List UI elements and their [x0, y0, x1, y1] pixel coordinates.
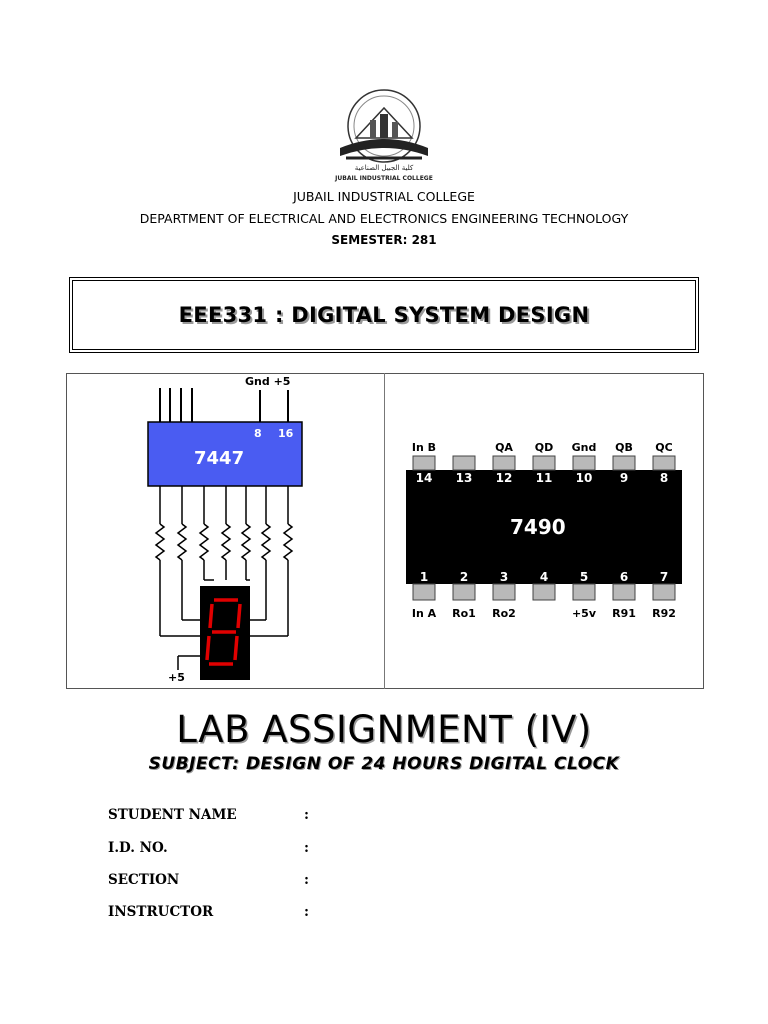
- bottom-pin-number: 5: [579, 570, 589, 584]
- bottom-pin-number: 2: [459, 570, 469, 584]
- top-pin-number: 13: [455, 471, 473, 485]
- bottom-pin-name: Ro2: [492, 607, 516, 620]
- counter-chip-label: 7490: [510, 515, 566, 539]
- top-pin: [613, 456, 635, 470]
- bottom-pin-number: 3: [499, 570, 509, 584]
- college-logo: [332, 86, 436, 184]
- top-pin-name: QC: [655, 441, 673, 454]
- decoder-chip-label: 7447: [194, 448, 245, 469]
- bottom-pin-name: +5v: [571, 607, 597, 620]
- lab-title: LAB ASSIGNMENT (IV): [176, 708, 592, 751]
- figure-divider: [384, 373, 385, 689]
- course-title-box: [72, 280, 696, 350]
- top-pin-number: 8: [659, 471, 669, 485]
- top-pin: [533, 456, 555, 470]
- top-pin-number: 14: [415, 471, 433, 485]
- bottom-pin-number: 6: [619, 570, 629, 584]
- bottom-pin: [453, 584, 475, 600]
- student-name-label: STUDENT NAME: [108, 807, 237, 823]
- student-name-colon: :: [304, 807, 309, 823]
- top-pin-number: 9: [619, 471, 629, 485]
- counter-7490-pinout: [400, 436, 690, 626]
- bottom-pin-name: In A: [411, 607, 437, 620]
- semester-label: SEMESTER: 281: [331, 233, 437, 247]
- bottom-pin-number: 4: [539, 570, 549, 584]
- bottom-pin-name: Ro1: [452, 607, 476, 620]
- instructor-colon: :: [304, 904, 309, 920]
- top-pin-number: 12: [495, 471, 513, 485]
- top-pin-name: QA: [495, 441, 513, 454]
- supply-label: +5: [168, 671, 185, 684]
- pin-16-label: 16: [278, 427, 294, 440]
- bottom-pin-number: 7: [659, 570, 669, 584]
- id-no-colon: :: [304, 840, 309, 856]
- college-name: JUBAIL INDUSTRIAL COLLEGE: [293, 189, 475, 204]
- svg-text:كلية الجبيل الصناعية: كلية الجبيل الصناعية: [354, 164, 414, 172]
- bottom-pin: [573, 584, 595, 600]
- bottom-pin: [653, 584, 675, 600]
- top-pin-name: QD: [534, 441, 554, 454]
- instructor-label: INSTRUCTOR: [108, 904, 214, 920]
- top-pin-name: Gnd: [571, 441, 597, 454]
- id-no-label: I.D. NO.: [108, 840, 168, 856]
- department-name: DEPARTMENT OF ELECTRICAL AND ELECTRONICS ENGINEERING TECHNOLOGY: [139, 211, 629, 226]
- subject-line: SUBJECT: DESIGN OF 24 HOURS DIGITAL CLOCK: [148, 754, 620, 774]
- section-label: SECTION: [108, 872, 180, 888]
- top-pin: [413, 456, 435, 470]
- top-pin-name: QB: [615, 441, 633, 454]
- top-pin-name: In B: [411, 441, 437, 454]
- bottom-pin-name: R92: [652, 607, 676, 620]
- bottom-pin: [613, 584, 635, 600]
- bottom-pin: [533, 584, 555, 600]
- top-pin: [573, 456, 595, 470]
- bottom-pin: [493, 584, 515, 600]
- top-pin-number: 11: [535, 471, 553, 485]
- decoder-7447-diagram: [130, 374, 320, 686]
- top-pin-number: 10: [575, 471, 593, 485]
- top-pin: [653, 456, 675, 470]
- pin-8-label: 8: [254, 427, 262, 440]
- svg-text:JUBAIL INDUSTRIAL COLLEGE: JUBAIL INDUSTRIAL COLLEGE: [335, 175, 433, 182]
- section-colon: :: [304, 872, 309, 888]
- bottom-pin-number: 1: [419, 570, 429, 584]
- bottom-pin: [413, 584, 435, 600]
- course-title: EEE331 : DIGITAL SYSTEM DESIGN: [178, 303, 590, 327]
- bottom-pin-name: R91: [612, 607, 636, 620]
- top-pin: [453, 456, 475, 470]
- power-label: Gnd +5: [245, 375, 291, 388]
- top-pin: [493, 456, 515, 470]
